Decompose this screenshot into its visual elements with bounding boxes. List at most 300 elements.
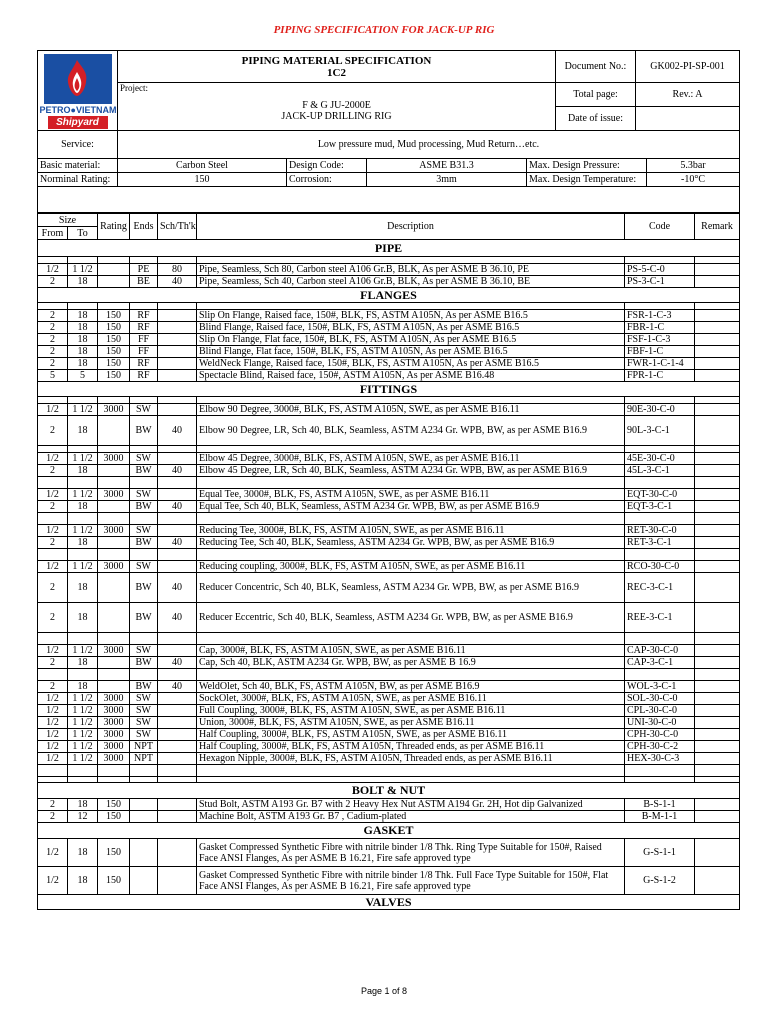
- cell-rating: 150: [98, 334, 130, 346]
- cell-sch: [158, 811, 197, 823]
- cell-code: REC-3-C-1: [625, 573, 695, 603]
- cell-description: Blind Flange, Flat face, 150#, BLK, FS, ASTM A105N, As per ASME B16.5: [197, 346, 625, 358]
- cell-ends: BW: [130, 603, 158, 633]
- cell-size-to: 18: [68, 799, 98, 811]
- cell-sch: [158, 799, 197, 811]
- cell-remark: [695, 741, 740, 753]
- nominal-rating-label: Norminal Rating:: [38, 173, 118, 187]
- cell-remark: [695, 310, 740, 322]
- corrosion: 3mm: [367, 173, 527, 187]
- cell-rating: 3000: [98, 561, 130, 573]
- cell-size-from: 1/2: [38, 525, 68, 537]
- cell-ends: BW: [130, 537, 158, 549]
- table-row: [38, 334, 740, 346]
- max-pressure-label: Max. Design Pressure:: [527, 159, 647, 173]
- cell-description: Reducing Tee, 3000#, BLK, FS, ASTM A105N, SWE, as per ASME B16.11: [197, 525, 625, 537]
- cell-remark: [695, 322, 740, 334]
- cell-size-from: 1/2: [38, 753, 68, 765]
- table-row: [38, 310, 740, 322]
- cell-description: Stud Bolt, ASTM A193 Gr. B7 with 2 Heavy Hex Nut ASTM A194 Gr. 2H, Hot dip Galvanized: [197, 799, 625, 811]
- cell-rating: 150: [98, 358, 130, 370]
- cell-sch: [158, 645, 197, 657]
- section-gasket: GASKET: [38, 823, 740, 839]
- cell-code: EQT-30-C-0: [625, 489, 695, 501]
- nominal-rating: 150: [118, 173, 287, 187]
- design-code-label: Design Code:: [287, 159, 367, 173]
- cell-sch: 40: [158, 501, 197, 513]
- table-row: [38, 729, 740, 741]
- cell-size-to: 18: [68, 501, 98, 513]
- design-code: ASME B31.3: [367, 159, 527, 173]
- cell-description: Cap, Sch 40, BLK, ASTM A234 Gr. WPB, BW, as per ASME B 16.9: [197, 657, 625, 669]
- cell-ends: BW: [130, 657, 158, 669]
- table-row: [38, 561, 740, 573]
- cell-description: Elbow 90 Degree, LR, Sch 40, BLK, Seamless, ASTM A234 Gr. WPB, BW, as per ASME B16.9: [197, 416, 625, 446]
- cell-code: FBF-1-C: [625, 346, 695, 358]
- cell-remark: [695, 276, 740, 288]
- cell-code: B-S-1-1: [625, 799, 695, 811]
- cell-remark: [695, 561, 740, 573]
- cell-size-from: 2: [38, 681, 68, 693]
- cell-remark: [695, 346, 740, 358]
- cell-remark: [695, 657, 740, 669]
- col-to: To: [68, 227, 98, 240]
- cell-size-from: 1/2: [38, 264, 68, 276]
- cell-rating: 3000: [98, 453, 130, 465]
- cell-size-from: 1/2: [38, 489, 68, 501]
- cell-size-from: 1/2: [38, 453, 68, 465]
- cell-size-from: 2: [38, 416, 68, 446]
- cell-ends: NPT: [130, 753, 158, 765]
- header-table: [37, 50, 740, 159]
- blank-row: [38, 765, 740, 777]
- table-row: [38, 645, 740, 657]
- cell-sch: [158, 322, 197, 334]
- cell-rating: 3000: [98, 753, 130, 765]
- cell-size-from: 2: [38, 537, 68, 549]
- cell-rating: 150: [98, 370, 130, 382]
- doc-no-label: Document No.:: [556, 51, 636, 83]
- cell-description: Gasket Compressed Synthetic Fibre with nitrile binder 1/8 Thk. Ring Type Suitable for 150#, Raised Face ANSI Flanges, As per ASME B 16.21, Fire safe approved type: [197, 839, 625, 867]
- col-sch: Sch/Th'k: [158, 214, 197, 240]
- cell-sch: [158, 717, 197, 729]
- cell-sch: [158, 867, 197, 895]
- cell-remark: [695, 501, 740, 513]
- cell-size-from: 2: [38, 465, 68, 477]
- cell-remark: [695, 729, 740, 741]
- cell-size-to: 18: [68, 334, 98, 346]
- cell-remark: [695, 753, 740, 765]
- cell-rating: [98, 603, 130, 633]
- cell-size-to: 12: [68, 811, 98, 823]
- table-row: [38, 264, 740, 276]
- cell-code: FSF-1-C-3: [625, 334, 695, 346]
- cell-size-to: 18: [68, 310, 98, 322]
- cell-remark: [695, 465, 740, 477]
- cell-size-to: 1 1/2: [68, 717, 98, 729]
- basic-material: Carbon Steel: [118, 159, 287, 173]
- spec-title-cell: [118, 51, 556, 83]
- blank-row: [38, 549, 740, 561]
- cell-rating: 3000: [98, 489, 130, 501]
- cell-remark: [695, 867, 740, 895]
- date-label: Date of issue:: [556, 107, 636, 131]
- service-value: Low pressure mud, Mud processing, Mud Return…etc.: [118, 131, 740, 159]
- logo-cell: [38, 51, 118, 131]
- cell-size-from: 2: [38, 310, 68, 322]
- cell-ends: SW: [130, 525, 158, 537]
- table-row: [38, 322, 740, 334]
- cell-ends: SW: [130, 717, 158, 729]
- cell-size-to: 1 1/2: [68, 561, 98, 573]
- cell-size-from: 5: [38, 370, 68, 382]
- cell-ends: [130, 867, 158, 895]
- col-description: Description: [197, 214, 625, 240]
- cell-size-to: 1 1/2: [68, 404, 98, 416]
- cell-size-from: 2: [38, 811, 68, 823]
- cell-description: Blind Flange, Raised face, 150#, BLK, FS, ASTM A105N, As per ASME B16.5: [197, 322, 625, 334]
- cell-description: Spectacle Blind, Raised face, 150#, ASTM A105N, As per ASME B16.48: [197, 370, 625, 382]
- cell-sch: 40: [158, 416, 197, 446]
- cell-ends: RF: [130, 322, 158, 334]
- cell-size-from: 1/2: [38, 693, 68, 705]
- cell-code: CPH-30-C-2: [625, 741, 695, 753]
- cell-size-from: 1/2: [38, 839, 68, 867]
- col-ends: Ends: [130, 214, 158, 240]
- cell-size-from: 1/2: [38, 645, 68, 657]
- cell-sch: [158, 729, 197, 741]
- max-temp: -10°C: [647, 173, 740, 187]
- cell-rating: [98, 681, 130, 693]
- max-pressure: 5.3bar: [647, 159, 740, 173]
- cell-size-to: 1 1/2: [68, 489, 98, 501]
- section-valves: VALVES: [38, 895, 740, 910]
- cell-size-to: 1 1/2: [68, 705, 98, 717]
- properties-table: [37, 158, 740, 213]
- cell-size-to: 18: [68, 358, 98, 370]
- cell-description: Cap, 3000#, BLK, FS, ASTM A105N, SWE, as per ASME B16.11: [197, 645, 625, 657]
- cell-code: RET-30-C-0: [625, 525, 695, 537]
- cell-code: SOL-30-C-0: [625, 693, 695, 705]
- blank-row: [38, 303, 740, 310]
- service-label: Service:: [38, 131, 118, 159]
- cell-ends: BW: [130, 416, 158, 446]
- section-flanges: FLANGES: [38, 288, 740, 303]
- table-row: [38, 811, 740, 823]
- table-row: [38, 681, 740, 693]
- cell-size-from: 2: [38, 603, 68, 633]
- cell-sch: [158, 753, 197, 765]
- table-row: [38, 525, 740, 537]
- cell-sch: 40: [158, 681, 197, 693]
- cell-size-to: 18: [68, 839, 98, 867]
- table-row: [38, 416, 740, 446]
- blank-row: [38, 446, 740, 453]
- project-label: Project:: [120, 83, 148, 93]
- cell-ends: BW: [130, 501, 158, 513]
- cell-rating: 3000: [98, 693, 130, 705]
- cell-size-to: 1 1/2: [68, 525, 98, 537]
- cell-ends: NPT: [130, 741, 158, 753]
- cell-remark: [695, 705, 740, 717]
- cell-size-from: 2: [38, 358, 68, 370]
- cell-description: Machine Bolt, ASTM A193 Gr. B7 , Cadium-plated: [197, 811, 625, 823]
- table-row: [38, 717, 740, 729]
- cell-rating: 150: [98, 310, 130, 322]
- spec-title: PIPING MATERIAL SPECIFICATION: [241, 54, 432, 67]
- cell-description: Reducing Tee, Sch 40, BLK, Seamless, ASTM A234 Gr. WPB, BW, as per ASME B16.9: [197, 537, 625, 549]
- cell-rating: 150: [98, 811, 130, 823]
- cell-size-to: 1 1/2: [68, 645, 98, 657]
- cell-ends: [130, 839, 158, 867]
- cell-description: SockOlet, 3000#, BLK, FS, ASTM A105N, SWE, as per ASME B16.11: [197, 693, 625, 705]
- cell-remark: [695, 416, 740, 446]
- cell-rating: [98, 501, 130, 513]
- cell-code: B-M-1-1: [625, 811, 695, 823]
- cell-size-to: 1 1/2: [68, 264, 98, 276]
- cell-ends: SW: [130, 729, 158, 741]
- col-code: Code: [625, 214, 695, 240]
- cell-sch: [158, 525, 197, 537]
- cell-code: 90L-3-C-1: [625, 416, 695, 446]
- cell-size-from: 2: [38, 322, 68, 334]
- cell-size-to: 18: [68, 657, 98, 669]
- cell-sch: [158, 561, 197, 573]
- cell-description: Full Coupling, 3000#, BLK, FS, ASTM A105N, SWE, as per ASME B16.11: [197, 705, 625, 717]
- cell-sch: [158, 693, 197, 705]
- col-remark: Remark: [695, 214, 740, 240]
- cell-size-from: 1/2: [38, 741, 68, 753]
- cell-rating: 150: [98, 867, 130, 895]
- cell-code: 45L-3-C-1: [625, 465, 695, 477]
- project-line1: F & G JU-2000E: [302, 100, 371, 111]
- cell-size-from: 2: [38, 334, 68, 346]
- cell-description: Pipe, Seamless, Sch 80, Carbon steel A106 Gr.B, BLK, As per ASME B 36.10, PE: [197, 264, 625, 276]
- cell-size-to: 1 1/2: [68, 753, 98, 765]
- table-row: [38, 358, 740, 370]
- cell-description: Reducer Concentric, Sch 40, BLK, Seamless, ASTM A234 Gr. WPB, BW, as per ASME B16.9: [197, 573, 625, 603]
- cell-sch: [158, 310, 197, 322]
- cell-rating: [98, 657, 130, 669]
- cell-size-to: 18: [68, 465, 98, 477]
- cell-sch: [158, 453, 197, 465]
- cell-ends: RF: [130, 310, 158, 322]
- cell-sch: [158, 404, 197, 416]
- page-title: PIPING SPECIFICATION FOR JACK-UP RIG: [273, 24, 495, 36]
- blank-row: [38, 633, 740, 645]
- table-row: [38, 489, 740, 501]
- cell-ends: SW: [130, 489, 158, 501]
- cell-remark: [695, 799, 740, 811]
- cell-code: HEX-30-C-3: [625, 753, 695, 765]
- cell-description: Union, 3000#, BLK, FS, ASTM A105N, SWE, as per ASME B16.11: [197, 717, 625, 729]
- cell-size-to: 18: [68, 681, 98, 693]
- cell-rating: 3000: [98, 404, 130, 416]
- cell-rating: 150: [98, 322, 130, 334]
- cell-size-to: 18: [68, 416, 98, 446]
- cell-code: FSR-1-C-3: [625, 310, 695, 322]
- cell-description: Slip On Flange, Raised face, 150#, BLK, FS, ASTM A105N, As per ASME B16.5: [197, 310, 625, 322]
- project-cell: [118, 83, 556, 131]
- table-row: [38, 453, 740, 465]
- cell-code: CAP-30-C-0: [625, 645, 695, 657]
- cell-size-to: 18: [68, 573, 98, 603]
- cell-remark: [695, 358, 740, 370]
- cell-code: RCO-30-C-0: [625, 561, 695, 573]
- flame-icon: [62, 58, 92, 98]
- cell-remark: [695, 681, 740, 693]
- cell-description: Elbow 45 Degree, 3000#, BLK, FS, ASTM A105N, SWE, as per ASME B16.11: [197, 453, 625, 465]
- cell-size-from: 1/2: [38, 867, 68, 895]
- cell-ends: FF: [130, 334, 158, 346]
- table-row: [38, 741, 740, 753]
- table-row: [38, 693, 740, 705]
- cell-sch: 80: [158, 264, 197, 276]
- cell-ends: FF: [130, 346, 158, 358]
- cell-ends: SW: [130, 645, 158, 657]
- spec-table: [37, 213, 740, 910]
- cell-sch: 40: [158, 465, 197, 477]
- max-temp-label: Max. Design Temperature:: [527, 173, 647, 187]
- blank-row: [38, 477, 740, 489]
- cell-description: Gasket Compressed Synthetic Fibre with nitrile binder 1/8 Thk. Full Face Type Suitable for 150#, Flat Face ANSI Flanges, As per ASME B 16.21, Fire safe approved type: [197, 867, 625, 895]
- cell-code: G-S-1-2: [625, 867, 695, 895]
- cell-size-to: 18: [68, 603, 98, 633]
- table-row: [38, 839, 740, 867]
- cell-sch: 40: [158, 603, 197, 633]
- cell-code: PS-5-C-0: [625, 264, 695, 276]
- cell-sch: 40: [158, 573, 197, 603]
- cell-remark: [695, 693, 740, 705]
- cell-size-to: 1 1/2: [68, 453, 98, 465]
- table-row: [38, 753, 740, 765]
- col-rating: Rating: [98, 214, 130, 240]
- table-row: [38, 370, 740, 382]
- cell-description: Elbow 90 Degree, 3000#, BLK, FS, ASTM A105N, SWE, as per ASME B16.11: [197, 404, 625, 416]
- cell-code: 45E-30-C-0: [625, 453, 695, 465]
- cell-size-to: 1 1/2: [68, 729, 98, 741]
- cell-code: UNI-30-C-0: [625, 717, 695, 729]
- date-value: [636, 107, 740, 131]
- blank-row: [38, 669, 740, 681]
- cell-sch: [158, 839, 197, 867]
- table-row: [38, 799, 740, 811]
- cell-description: Hexagon Nipple, 3000#, BLK, FS, ASTM A105N, Threaded ends, as per ASME B16.11: [197, 753, 625, 765]
- cell-sch: 40: [158, 657, 197, 669]
- cell-code: FPR-1-C: [625, 370, 695, 382]
- rev: Rev.: A: [636, 83, 740, 107]
- cell-size-to: 1 1/2: [68, 693, 98, 705]
- table-row: [38, 573, 740, 603]
- cell-rating: [98, 537, 130, 549]
- spec-code: 1C2: [327, 66, 346, 79]
- cell-rating: [98, 264, 130, 276]
- cell-remark: [695, 645, 740, 657]
- cell-code: 90E-30-C-0: [625, 404, 695, 416]
- cell-remark: [695, 603, 740, 633]
- cell-description: Slip On Flange, Flat face, 150#, BLK, FS, ASTM A105N, As per ASME B16.5: [197, 334, 625, 346]
- cell-rating: [98, 573, 130, 603]
- cell-ends: [130, 811, 158, 823]
- cell-sch: [158, 741, 197, 753]
- cell-rating: 3000: [98, 741, 130, 753]
- table-row: [38, 657, 740, 669]
- cell-sch: [158, 370, 197, 382]
- cell-ends: RF: [130, 358, 158, 370]
- cell-size-from: 1/2: [38, 717, 68, 729]
- cell-ends: BW: [130, 681, 158, 693]
- cell-size-to: 18: [68, 346, 98, 358]
- cell-ends: SW: [130, 453, 158, 465]
- cell-sch: 40: [158, 276, 197, 288]
- cell-description: Reducing coupling, 3000#, BLK, FS, ASTM A105N, SWE, as per ASME B16.11: [197, 561, 625, 573]
- cell-size-to: 18: [68, 276, 98, 288]
- cell-sch: [158, 346, 197, 358]
- cell-ends: [130, 799, 158, 811]
- cell-remark: [695, 839, 740, 867]
- cell-remark: [695, 489, 740, 501]
- cell-size-from: 2: [38, 501, 68, 513]
- cell-rating: [98, 416, 130, 446]
- cell-sch: 40: [158, 537, 197, 549]
- blank-row: [38, 187, 740, 213]
- table-row: [38, 404, 740, 416]
- cell-sch: [158, 489, 197, 501]
- cell-rating: 3000: [98, 645, 130, 657]
- cell-size-from: 2: [38, 657, 68, 669]
- company-logo: PETRO●VIETNAM Shipyard: [40, 52, 116, 130]
- cell-description: Half Coupling, 3000#, BLK, FS, ASTM A105N, SWE, as per ASME B16.11: [197, 729, 625, 741]
- cell-code: CPH-30-C-0: [625, 729, 695, 741]
- cell-rating: 3000: [98, 705, 130, 717]
- cell-description: Pipe, Seamless, Sch 40, Carbon steel A106 Gr.B, BLK, As per ASME B 36.10, BE: [197, 276, 625, 288]
- cell-size-from: 2: [38, 346, 68, 358]
- doc-no: GK002-PI-SP-001: [636, 51, 740, 83]
- blank-row: [38, 397, 740, 404]
- cell-size-from: 1/2: [38, 404, 68, 416]
- cell-remark: [695, 525, 740, 537]
- cell-code: REE-3-C-1: [625, 603, 695, 633]
- cell-description: Equal Tee, Sch 40, BLK, Seamless, ASTM A234 Gr. WPB, BW, as per ASME B16.9: [197, 501, 625, 513]
- cell-size-from: 2: [38, 573, 68, 603]
- corrosion-label: Corrosion:: [287, 173, 367, 187]
- total-page-label: Total page:: [556, 83, 636, 107]
- basic-material-label: Basic material:: [38, 159, 118, 173]
- cell-code: FWR-1-C-1-4: [625, 358, 695, 370]
- cell-rating: 150: [98, 799, 130, 811]
- cell-code: WOL-3-C-1: [625, 681, 695, 693]
- cell-code: PS-3-C-1: [625, 276, 695, 288]
- cell-remark: [695, 537, 740, 549]
- table-row: [38, 537, 740, 549]
- cell-ends: SW: [130, 705, 158, 717]
- cell-code: RET-3-C-1: [625, 537, 695, 549]
- cell-remark: [695, 264, 740, 276]
- cell-code: EQT-3-C-1: [625, 501, 695, 513]
- cell-description: WeldOlet, Sch 40, BLK, FS, ASTM A105N, BW, as per ASME B16.9: [197, 681, 625, 693]
- table-row: [38, 276, 740, 288]
- cell-code: CAP-3-C-1: [625, 657, 695, 669]
- cell-size-from: 2: [38, 799, 68, 811]
- section-fittings: FITTINGS: [38, 382, 740, 397]
- table-row: [38, 603, 740, 633]
- cell-ends: BW: [130, 573, 158, 603]
- cell-remark: [695, 573, 740, 603]
- cell-remark: [695, 404, 740, 416]
- blank-row: [38, 257, 740, 264]
- cell-description: Reducer Eccentric, Sch 40, BLK, Seamless, ASTM A234 Gr. WPB, BW, as per ASME B16.9: [197, 603, 625, 633]
- table-row: [38, 465, 740, 477]
